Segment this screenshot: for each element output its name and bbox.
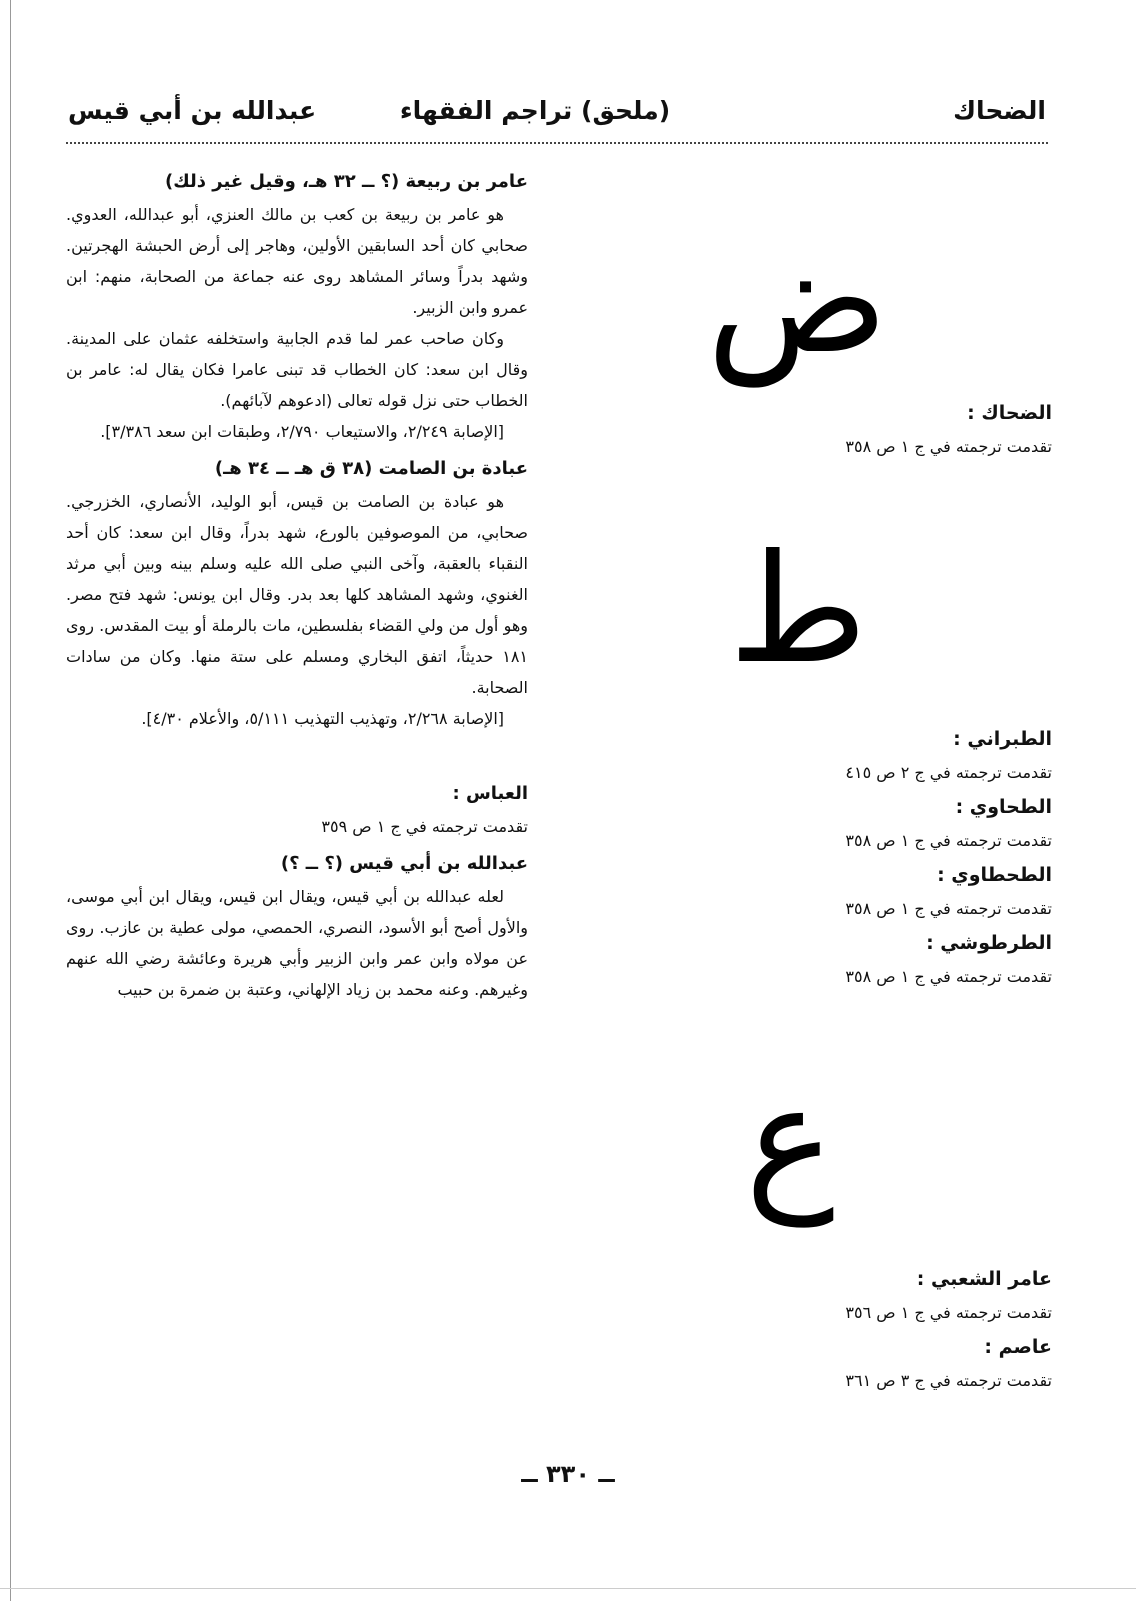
entry-references: [الإصابة ٢/٢٤٩، والاستيعاب ٢/٧٩٠، وطبقات ابن سعد ٣/٣٨٦]. bbox=[100, 422, 504, 441]
side-entry-ref: تقدمت ترجمته في ج ١ ص ٣٥٨ bbox=[845, 437, 1052, 456]
side-entry-ref: تقدمت ترجمته في ج ١ ص ٣٥٦ bbox=[845, 1303, 1052, 1322]
page-bottom-line bbox=[0, 1588, 1136, 1589]
entry-heading-abdullah-ibn-abi-qays: عبدالله بن أبي قيس (؟ ــ ؟) bbox=[280, 853, 528, 874]
entry-references: [الإصابة ٢/٢٦٨، وتهذيب التهذيب ٥/١١١، والأعلام ٤/٣٠]. bbox=[141, 709, 504, 728]
side-entry-name: الطحطاوي : bbox=[937, 864, 1052, 886]
side-entry-amir-shabi bbox=[752, 1262, 1052, 1398]
entry-heading-ubada-ibn-samit: عبادة بن الصامت (٣٨ ق هـ ــ ٣٤ هـ) bbox=[214, 458, 528, 479]
side-entry-ref: تقدمت ترجمته في ج ٢ ص ٤١٥ bbox=[845, 763, 1052, 782]
section-spacer bbox=[66, 734, 528, 772]
side-entry-name: الطبراني : bbox=[953, 728, 1052, 750]
entry-heading-abbas: العباس : bbox=[452, 783, 528, 804]
entry-paragraph: هو عبادة بن الصامت بن قيس، أبو الوليد، الأنصاري، الخزرجي. صحابي، من الموصوفين بالورع، شهد بدراً، وقال ابن سعد: كان أحد النقباء بالعقبة، وآخى النبي صلى الله عليه وسلم بينه وبين أبي مرثد الغنوي، وشهد المشاهد كلها بعد بدر. وقال ابن يونس: شهد فتح مصر. وهو أول من ولي القضاء بفلسطين، مات بالرملة أو بيت المقدس. روى ١٨١ حديثاً، اتفق البخاري ومسلم على ستة منها. وكان من سادات الصحابة. bbox=[66, 492, 528, 697]
page-edge-line bbox=[10, 0, 11, 1601]
side-entry-ref: تقدمت ترجمته في ج ١ ص ٣٥٨ bbox=[845, 831, 1052, 850]
section-letter-ta: ط bbox=[728, 523, 868, 697]
entry-paragraph: وكان صاحب عمر لما قدم الجابية واستخلفه عثمان على المدينة. وقال ابن سعد: كان الخطاب قد تبنى عامرا فكان يقال له: عامر بن الخطاب حتى نزل قوله تعالى (ادعوهم لآبائهم). bbox=[66, 329, 528, 410]
side-entry-ref: تقدمت ترجمته في ج ٣ ص ٣٦١ bbox=[845, 1371, 1052, 1390]
side-entry-ref: تقدمت ترجمته في ج ١ ص ٣٥٨ bbox=[845, 967, 1052, 986]
side-entry-ref: تقدمت ترجمته في ج ١ ص ٣٥٨ bbox=[845, 899, 1052, 918]
section-letter-dad: ض bbox=[706, 213, 888, 387]
side-entry-dahhak bbox=[752, 396, 1052, 464]
side-entry-name: الضحاك : bbox=[967, 402, 1052, 424]
entry-paragraph: لعله عبدالله بن أبي قيس، ويقال ابن قيس، ويقال ابن أبي موسى، والأول أصح أبو الأسود، النصري، الحمصي، مولى عطية بن عازب. روى عن مولاه وابن عمر وابن الزبير وأبي هريرة وعائشة رضي الله عنهم وغيرهم. وعنه محمد بن زياد الإلهاني، وعتبة بن ضمرة بن حبيب bbox=[66, 887, 528, 999]
side-entry-name: عاصم : bbox=[984, 1336, 1052, 1358]
page-number: ــ ٣٣٠ ــ bbox=[521, 1460, 615, 1488]
section-letter-ain: ع bbox=[745, 1053, 835, 1227]
running-header-left: عبدالله بن أبي قيس bbox=[68, 96, 317, 125]
running-header-title: (ملحق) تراجم الفقهاء bbox=[399, 96, 671, 125]
entry-cross-reference: تقدمت ترجمته في ج ١ ص ٣٥٩ bbox=[321, 817, 528, 836]
side-entry-name: عامر الشعبي : bbox=[916, 1268, 1052, 1290]
running-header-right: الضحاك bbox=[953, 96, 1046, 125]
side-entry-name: الطرطوشي : bbox=[926, 932, 1052, 954]
side-entry-tabarani bbox=[752, 722, 1052, 994]
entry-paragraph: هو عامر بن ربيعة بن كعب بن مالك العنزي، أبو عبدالله، العدوي. صحابي كان أحد السابقين الأولين، وهاجر إلى أرض الحبشة الهجرتين. وشهد بدراً وسائر المشاهد روى عنه جماعة من الصحابة، منهم: ابن عمرو وابن الزبير. bbox=[66, 205, 528, 317]
header-dotted-rule bbox=[66, 142, 1048, 144]
entry-heading-amir-ibn-rabia: عامر بن ربيعة (؟ ــ ٣٢ هـ، وقيل غير ذلك) bbox=[165, 171, 528, 192]
side-entry-name: الطحاوي : bbox=[955, 796, 1052, 818]
main-column bbox=[66, 160, 528, 1005]
